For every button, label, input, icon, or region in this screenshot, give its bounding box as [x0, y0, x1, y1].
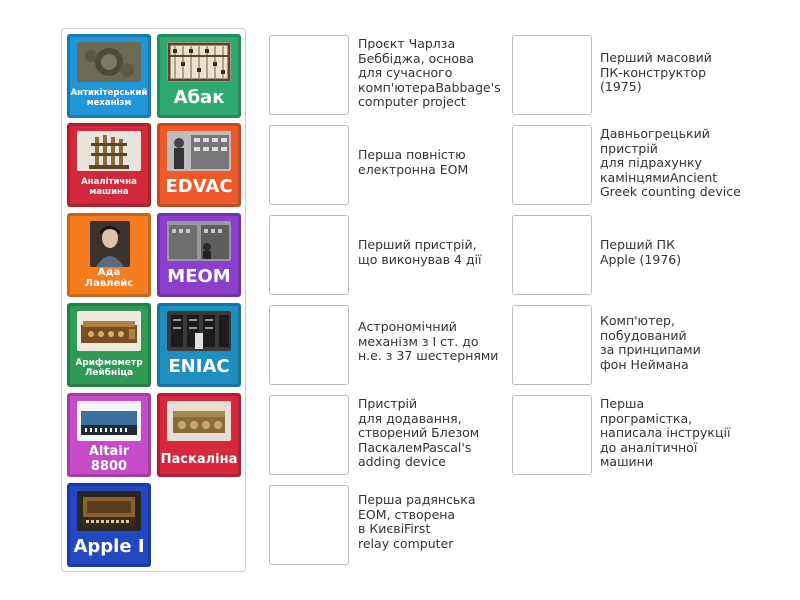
tile-eniac[interactable]	[157, 303, 241, 387]
tile-apple-i[interactable]	[67, 483, 151, 567]
clue-text: Комп'ютер, побудований за принципами фон Неймана	[600, 313, 701, 372]
clue-text: Астрономічний механізм з I ст. до н.е. з 37 шестернями	[358, 319, 499, 363]
tile-edvac[interactable]	[157, 123, 241, 207]
clue-text: Перша повністю електронна ЕОМ	[358, 147, 469, 177]
tile-meom[interactable]	[157, 213, 241, 297]
tile-label: Apple I	[73, 535, 145, 557]
tile-analytical-engine[interactable]	[67, 123, 151, 207]
tile-label: Аналітична машина	[81, 177, 137, 197]
tile-label: Паскаліна	[160, 451, 238, 467]
drop-slot[interactable]	[269, 215, 349, 295]
tile-label: Ада Лавлейс	[84, 266, 134, 289]
drop-slot[interactable]	[269, 305, 349, 385]
drop-slot[interactable]	[269, 125, 349, 205]
edvac-photo	[167, 131, 231, 171]
tile-leibniz-calculator[interactable]	[67, 303, 151, 387]
clue-text: Перша програмістка, написала інструкції до аналітичної машини	[600, 396, 731, 469]
tile-altair-8800[interactable]	[67, 393, 151, 477]
clue-text: Пристрій для додавання, створений Блезом ПаскалемPascal's adding device	[358, 396, 480, 469]
meom-photo	[167, 221, 231, 261]
tile-label: Антикітерський механізм	[70, 88, 148, 108]
ada-lovelace-portrait	[90, 221, 130, 267]
eniac-photo	[167, 311, 231, 351]
tile-pascaline[interactable]	[157, 393, 241, 477]
tile-abacus[interactable]	[157, 34, 241, 118]
drop-slot[interactable]	[512, 125, 592, 205]
tile-ada-lovelace[interactable]	[67, 213, 151, 297]
pascaline-photo	[167, 401, 231, 441]
drop-slot[interactable]	[512, 35, 592, 115]
tile-label: МЕОМ	[167, 265, 231, 287]
analytical-engine-photo	[77, 131, 141, 171]
drop-slot[interactable]	[512, 215, 592, 295]
tile-label: EDVAC	[165, 175, 233, 197]
clue-text: Перший ПК Apple (1976)	[600, 237, 682, 267]
tile-antikythera[interactable]	[67, 34, 151, 118]
tile-label: Altair 8800	[88, 444, 130, 474]
tile-label: Абак	[173, 86, 225, 108]
clue-text: Перший масовий ПК-конструктор (1975)	[600, 50, 712, 94]
clue-text: Перша радянська ЕОМ, створена в КиєвіFirst relay computer	[358, 492, 476, 551]
clue-text: Перший пристрій, що виконував 4 дії	[358, 237, 482, 267]
drop-slot[interactable]	[269, 485, 349, 565]
clue-text: Давньогрецький пристрій для підрахунку камінцямиAncient Greek counting device	[600, 126, 741, 199]
abacus-photo	[167, 42, 231, 82]
leibniz-calculator-photo	[77, 311, 141, 351]
altair-photo	[77, 401, 141, 441]
tile-label: Арифмометр Лейбніца	[75, 357, 143, 378]
drop-slot[interactable]	[512, 305, 592, 385]
drop-slot[interactable]	[269, 395, 349, 475]
tile-label: ENIAC	[168, 355, 230, 377]
drop-slot[interactable]	[512, 395, 592, 475]
drop-slot[interactable]	[269, 35, 349, 115]
clue-text: Проєкт Чарлза Беббіджа, основа для сучасного комп'ютераBabbage's computer project	[358, 36, 501, 109]
antikythera-photo	[77, 42, 141, 82]
apple-i-photo	[77, 491, 141, 531]
